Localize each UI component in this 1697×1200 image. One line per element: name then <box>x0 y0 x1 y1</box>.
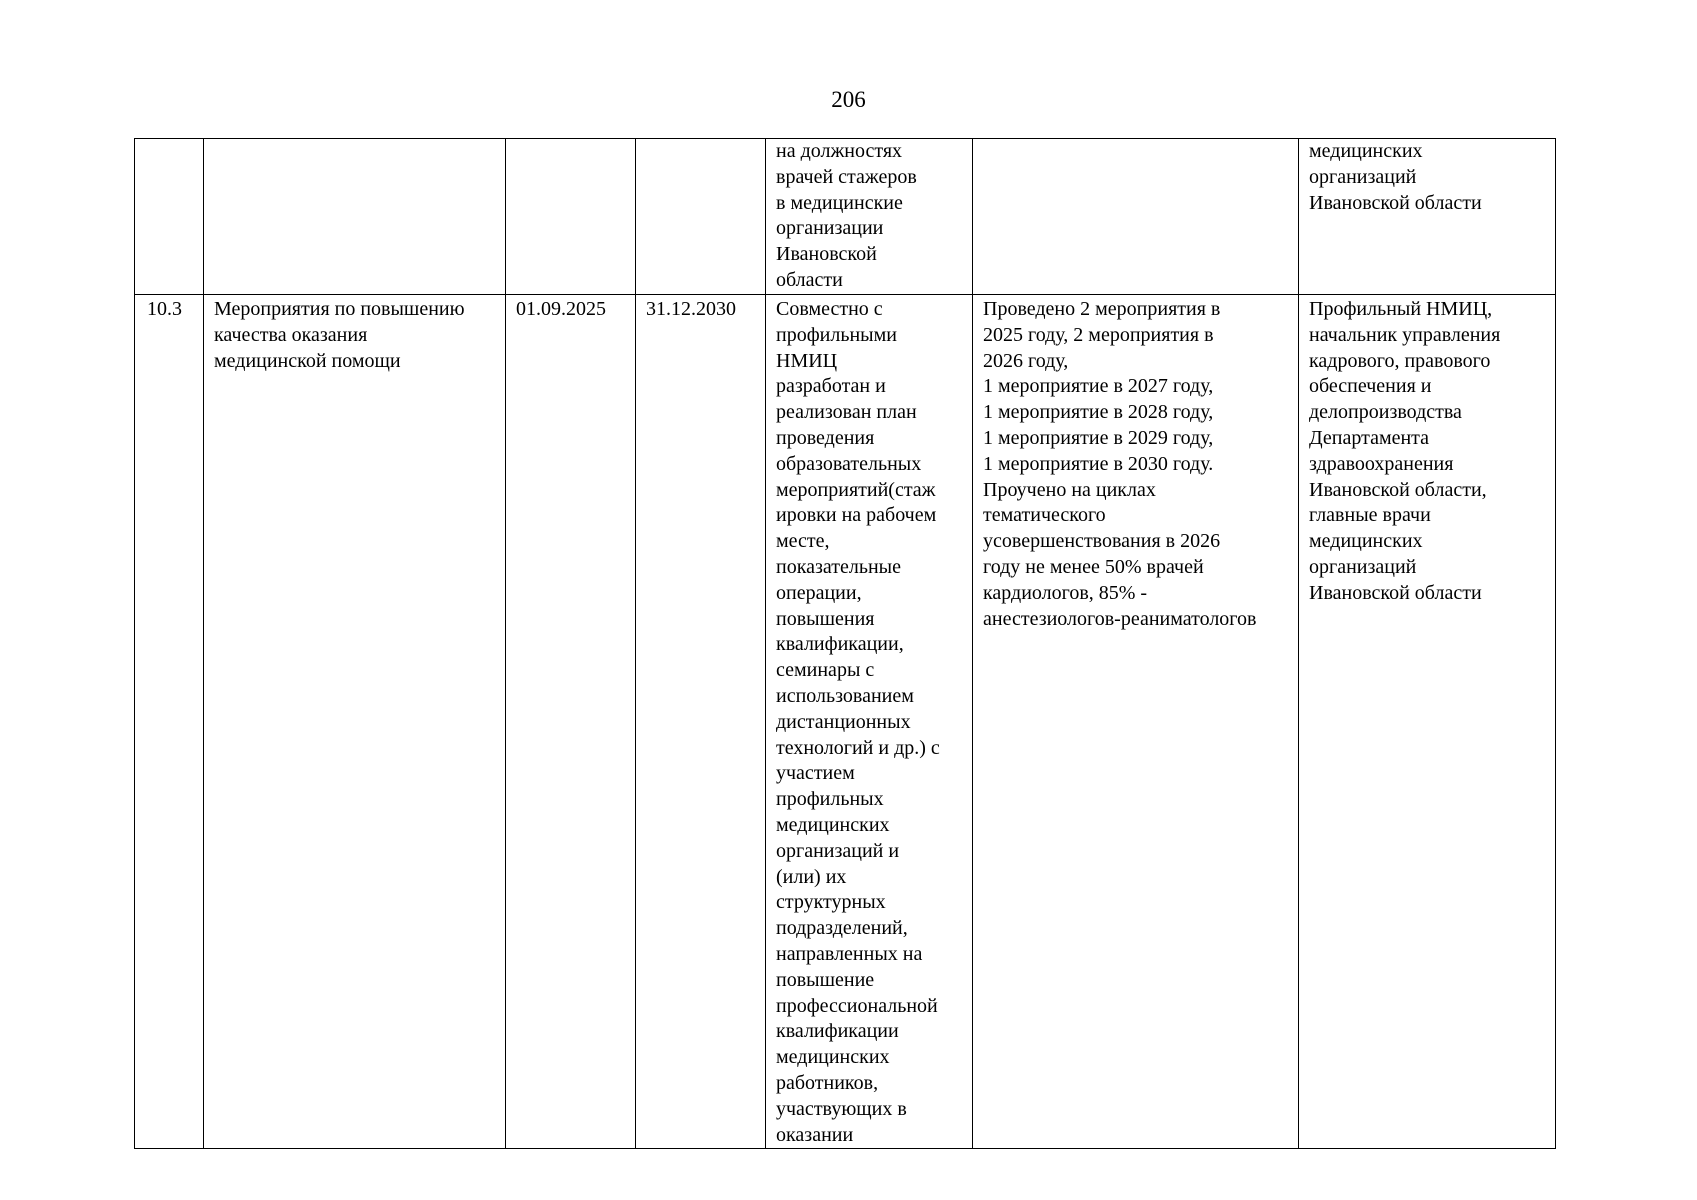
cell-activity-name <box>204 139 506 295</box>
cell-responsible: медицинских организаций Ивановской области <box>1299 139 1556 295</box>
cell-indicator: Проведено 2 мероприятия в 2025 году, 2 мероприятия в 2026 году, 1 мероприятие в 2027 году, 1 мероприятие в 2028 году, 1 мероприятие в 2029 году, 1 мероприятие в 2030 году. Проучено на циклах тематического усовершенствования в 2026 году не менее 50% врачей кардиологов, 85% - анестезиологов-реаниматологов <box>973 295 1299 1149</box>
table-row-continuation <box>135 139 1556 295</box>
page-number: 206 <box>831 87 866 112</box>
table-row-10-3 <box>135 295 1556 1149</box>
cell-number <box>135 139 204 295</box>
cell-expected-result: Совместно с профильными НМИЦ разработан и реализован план проведения образовательных мероприятий(стаж ировки на рабочем месте, показательные операции, повышения квалификации, семинары с использованием дистанционных технологий и др.) с участием профильных медицинских организаций и (или) их структурных подразделений, направленных на повышение профессиональной квалификации медицинских работников, участвующих в оказании <box>766 295 973 1149</box>
activity-plan-table <box>134 138 1556 1149</box>
cell-start-date <box>506 139 636 295</box>
cell-indicator <box>973 139 1299 295</box>
cell-activity-name: Мероприятия по повышению качества оказания медицинской помощи <box>204 295 506 1149</box>
cell-end-date: 31.12.2030 <box>636 295 766 1149</box>
cell-end-date <box>636 139 766 295</box>
cell-expected-result: на должностях врачей стажеров в медицинские организации Ивановской области <box>766 139 973 295</box>
cell-start-date: 01.09.2025 <box>506 295 636 1149</box>
cell-responsible: Профильный НМИЦ, начальник управления кадрового, правового обеспечения и делопроизводства Департамента здравоохранения Ивановской области, главные врачи медицинских организаций Ивановской области <box>1299 295 1556 1149</box>
cell-number: 10.3 <box>135 295 204 1149</box>
